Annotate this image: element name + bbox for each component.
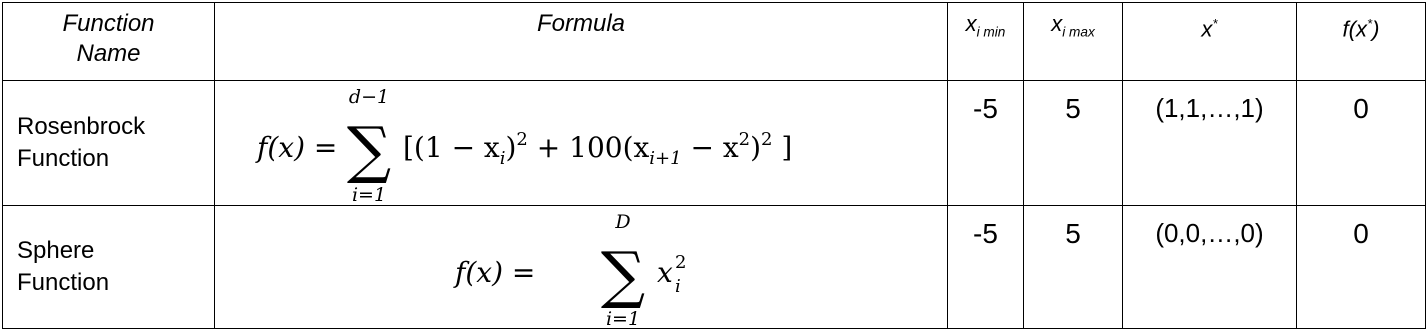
function-name-cell	[3, 205, 215, 328]
header-x-max	[1024, 3, 1123, 81]
header-f-x-star	[1297, 3, 1426, 81]
f-x-star-cell: 0	[1297, 205, 1426, 328]
table-row-sphere	[3, 205, 1426, 328]
function-name-line1: Rosenbrock	[17, 112, 146, 140]
sphere-formula	[215, 206, 948, 329]
formula-cell-sphere	[215, 205, 948, 328]
sum-upper-limit: d−1	[348, 86, 390, 109]
header-x-min-sub: i min	[976, 24, 1006, 40]
function-name-line1: Sphere	[17, 236, 95, 264]
header-function-name-line2: Name	[76, 40, 141, 67]
header-function-name-line1: Function	[62, 10, 155, 37]
rosenbrock-formula	[215, 81, 948, 205]
sigma-symbol: ∑	[600, 237, 646, 311]
x-star-cell: (1,1,…,1)	[1123, 81, 1297, 205]
body-d: − x	[681, 131, 739, 165]
function-name-cell	[3, 81, 215, 205]
header-f-x-star-post: )	[1372, 16, 1380, 42]
header-x-star	[1123, 3, 1297, 81]
formula-body	[403, 129, 792, 169]
header-x-star-base: x	[1201, 16, 1213, 42]
body-b: )	[505, 131, 517, 165]
header-x-max-sub: i max	[1062, 24, 1095, 40]
body-a-sub: i	[499, 148, 506, 170]
header-function-name	[3, 3, 215, 81]
x-min-cell: -5	[948, 81, 1024, 205]
body-e: )	[750, 131, 762, 165]
body-e-sup: 2	[761, 129, 773, 151]
header-x-star-sup: *	[1212, 16, 1218, 31]
sum-upper-limit: D	[615, 210, 631, 233]
formula-cell-rosenbrock	[215, 81, 948, 205]
body-sup: 2	[675, 251, 687, 273]
x-min-cell: -5	[948, 205, 1024, 328]
function-name-line2: Function	[17, 144, 110, 172]
header-formula: Formula	[215, 3, 948, 81]
body-sub: i	[675, 275, 681, 297]
formula-lhs: f(x) =	[455, 255, 536, 289]
body-f: ]	[772, 131, 793, 165]
x-max-cell: 5	[1024, 81, 1123, 205]
body-a: [(1 − x	[403, 131, 500, 165]
header-x-max-base: x	[1051, 11, 1063, 36]
body-c-sub: i+1	[649, 148, 682, 170]
sigma-symbol: ∑	[346, 113, 392, 187]
x-max-cell: 5	[1024, 205, 1123, 328]
function-name-line2: Function	[17, 268, 110, 296]
header-f-x-star-sup: *	[1366, 16, 1373, 31]
benchmark-functions-table	[2, 2, 1426, 329]
header-f-x-star-pre: f(x	[1342, 16, 1367, 42]
sum-lower-limit: i=1	[605, 307, 641, 329]
body-d-sup: 2	[738, 129, 751, 151]
formula-body: x	[657, 255, 673, 289]
sum-lower-limit: i=1	[351, 184, 387, 206]
body-b-sup: 2	[516, 129, 528, 151]
header-row	[3, 3, 1426, 81]
header-x-min-base: x	[965, 11, 977, 36]
header-x-min	[948, 3, 1024, 81]
formula-lhs: f(x) =	[257, 131, 338, 165]
table-row-rosenbrock	[3, 81, 1426, 205]
body-c: + 100(x	[527, 131, 650, 165]
x-star-cell: (0,0,…,0)	[1123, 205, 1297, 328]
f-x-star-cell: 0	[1297, 81, 1426, 205]
